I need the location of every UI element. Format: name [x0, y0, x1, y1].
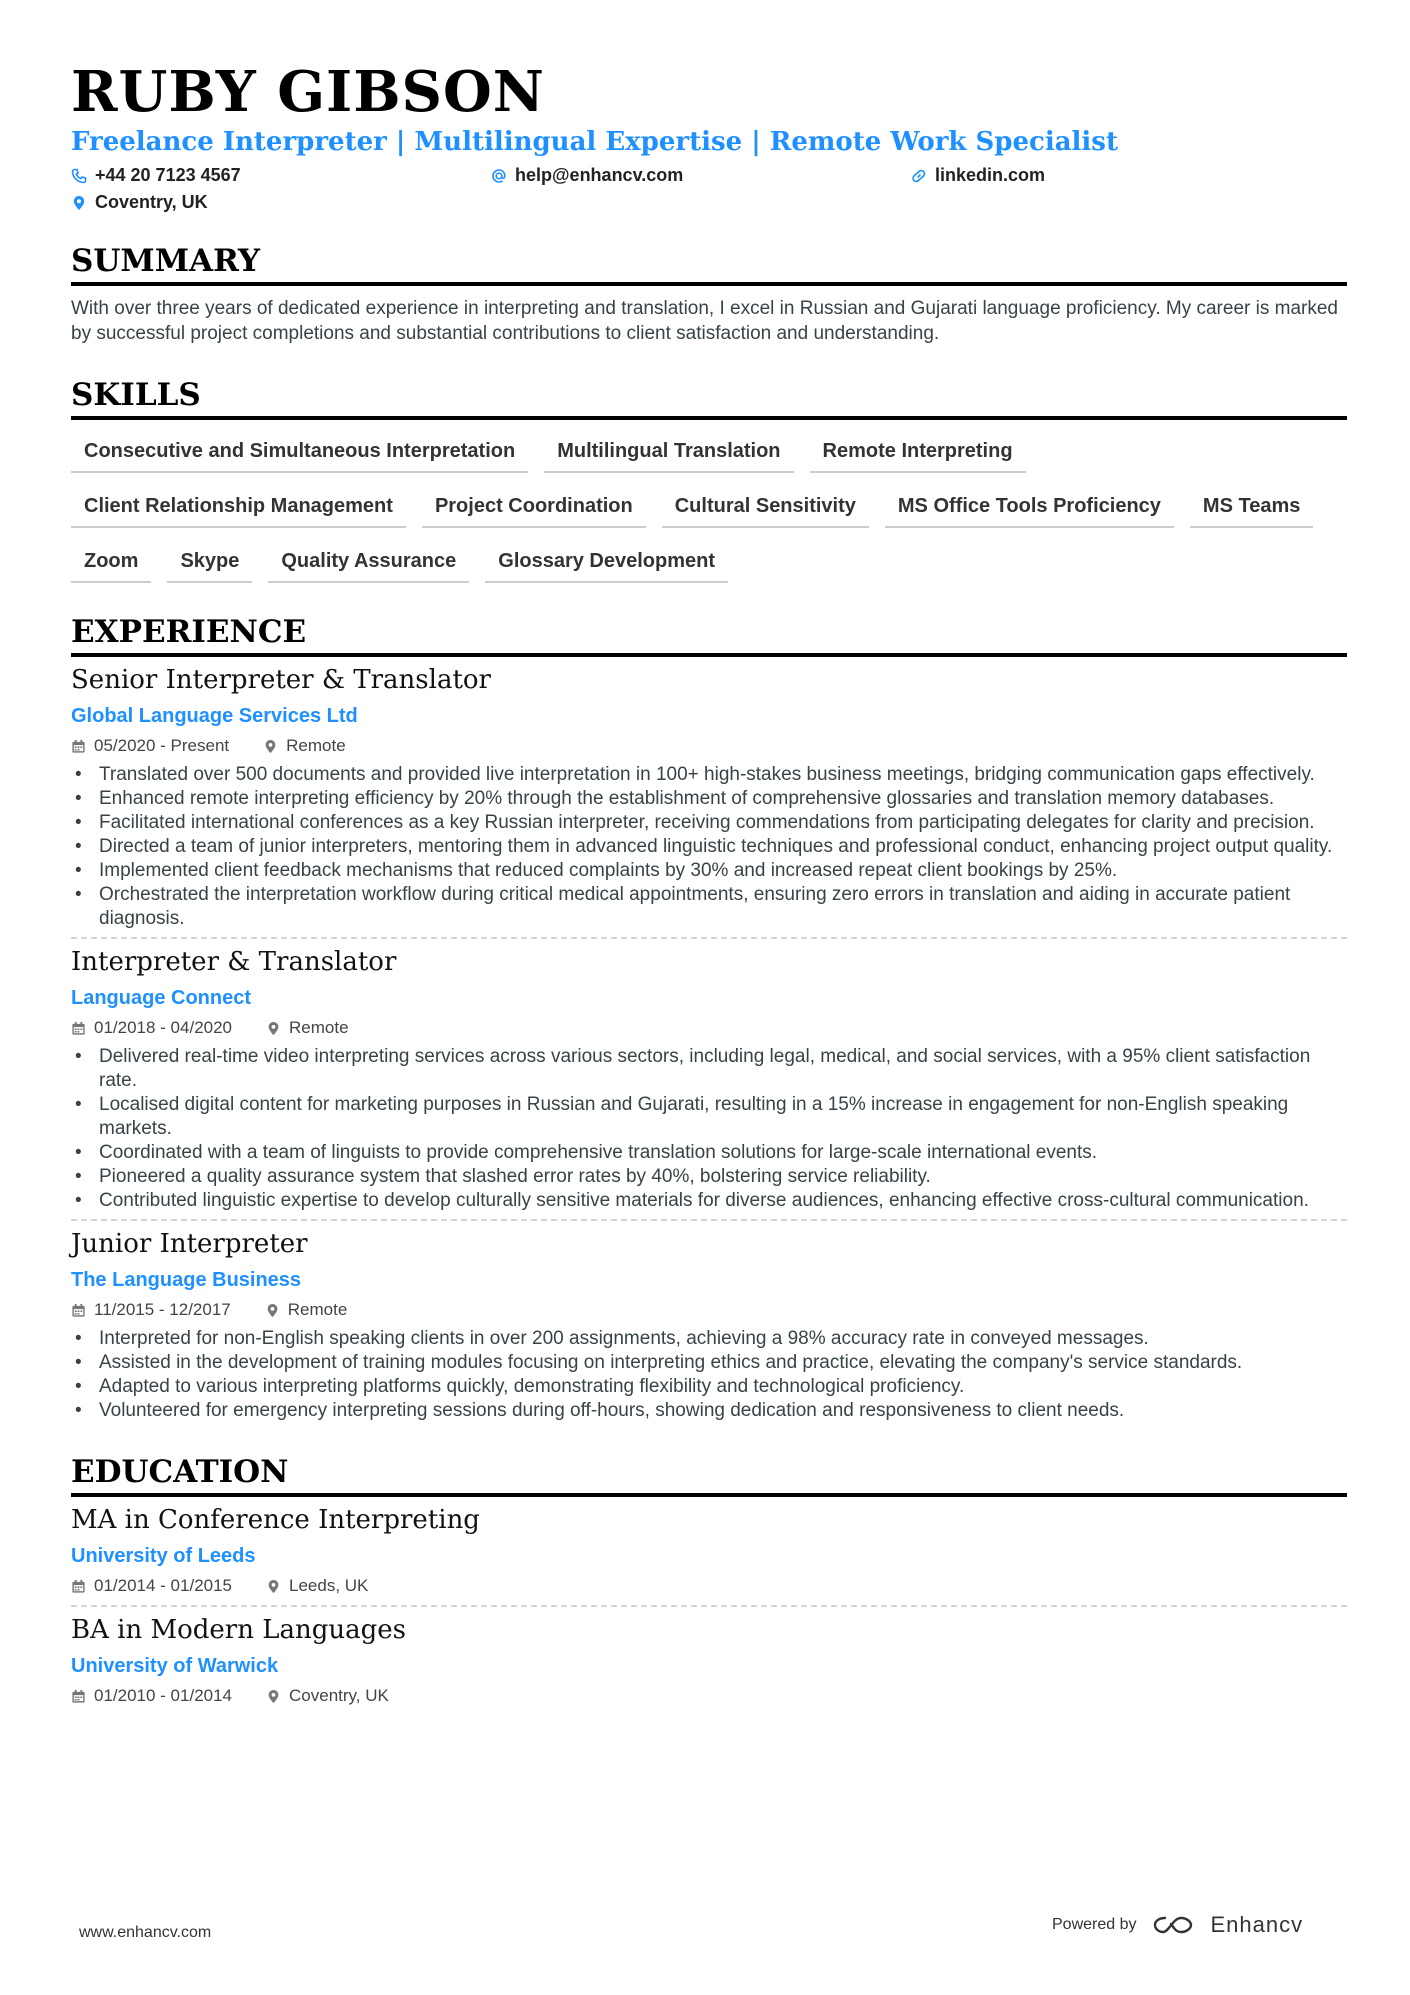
- bullet-item: • Coordinated with a team of linguists to provide comprehensive translation solutions for large-scale international events.: [71, 1141, 1347, 1165]
- education-title: EDUCATION: [71, 1453, 1347, 1497]
- bullet-item: • Translated over 500 documents and provided live interpretation in 100+ high-stakes business meetings, bridging communication gaps effectively.: [71, 763, 1347, 787]
- skills-section: [71, 376, 1347, 583]
- summary-text: With over three years of dedicated experience in interpreting and translation, I excel in Russian and Gujarati language proficiency. My career is marked by successful project completions and substantial contributions to client satisfaction and understanding.: [71, 298, 1338, 344]
- job-location: Remote: [287, 1300, 348, 1319]
- school-name: University of Warwick: [71, 1655, 279, 1677]
- bullet-item: • Directed a team of junior interpreters, mentoring them in advanced linguistic techniques and professional conduct, enhancing project output quality.: [71, 835, 1347, 859]
- job-meta: [71, 1015, 1347, 1041]
- skill-tag: MS Teams: [1190, 491, 1313, 528]
- experience-entry: [71, 663, 1347, 939]
- contact-list: [71, 162, 1347, 216]
- skill-tag: Cultural Sensitivity: [662, 491, 869, 528]
- job-title: Senior Interpreter & Translator: [71, 665, 491, 695]
- entry-divider: [71, 1219, 1347, 1221]
- job-title: Junior Interpreter: [71, 1229, 308, 1259]
- education-location: Coventry, UK: [289, 1686, 389, 1705]
- job-meta: [71, 733, 1347, 759]
- location-pin-icon: [266, 1689, 281, 1704]
- job-dates: 11/2015 - 12/2017: [94, 1300, 231, 1319]
- education-entry: [71, 1613, 1347, 1709]
- job-meta: [71, 1297, 1347, 1323]
- job-bullets: [71, 763, 1347, 931]
- experience-title: EXPERIENCE: [71, 613, 1347, 657]
- at-icon: [491, 168, 507, 184]
- skill-tag: Quality Assurance: [268, 546, 469, 583]
- job-location: Remote: [289, 1018, 349, 1037]
- entry-divider: [71, 1605, 1347, 1607]
- candidate-name: RUBY GIBSON: [71, 59, 545, 125]
- brand-name: Enhancv: [1210, 1912, 1304, 1937]
- contact-phone[interactable]: [71, 162, 491, 189]
- calendar-icon: [71, 1579, 86, 1594]
- bullet-item: • Interpreted for non-English speaking clients in over 200 assignments, achieving a 98% accuracy rate in conveyed messages.: [71, 1327, 1347, 1351]
- skill-tag: Zoom: [71, 546, 151, 583]
- company-name: Global Language Services Ltd: [71, 705, 358, 727]
- bullet-item: • Delivered real-time video interpreting services across various sectors, including legal, medical, and social services, with a 95% client satisfaction rate.: [71, 1045, 1347, 1093]
- headline: Freelance Interpreter | Multilingual Expertise | Remote Work Specialist: [71, 127, 1118, 157]
- job-dates: 01/2018 - 04/2020: [94, 1018, 233, 1037]
- summary-title: SUMMARY: [71, 242, 1347, 286]
- skill-tag: Glossary Development: [485, 546, 728, 583]
- bullet-item: • Implemented client feedback mechanisms that reduced complaints by 30% and increased repeat client bookings by 25%.: [71, 859, 1347, 883]
- degree-title: BA in Modern Languages: [71, 1615, 406, 1645]
- education-dates: 01/2010 - 01/2014: [94, 1686, 233, 1705]
- calendar-icon: [71, 1689, 86, 1704]
- education-meta: [71, 1573, 1347, 1599]
- enhancv-logo-icon: [1151, 1912, 1197, 1938]
- location-text: Coventry, UK: [95, 192, 208, 212]
- job-bullets: [71, 1327, 1347, 1423]
- skill-tag: Remote Interpreting: [810, 436, 1026, 473]
- experience-entry: [71, 945, 1347, 1221]
- calendar-icon: [71, 739, 86, 754]
- powered-by-label: Powered by: [1052, 1916, 1137, 1933]
- bullet-item: • Localised digital content for marketing purposes in Russian and Gujarati, resulting in a 15% increase in engagement for non-English speaking markets.: [71, 1093, 1347, 1141]
- footer-website[interactable]: www.enhancv.com: [79, 1924, 212, 1941]
- skill-tag: Skype: [167, 546, 252, 583]
- bullet-item: • Facilitated international conferences as a key Russian interpreter, receiving commendations from participating delegates for clarity and precision.: [71, 811, 1347, 835]
- resume-header: [71, 60, 1347, 216]
- calendar-icon: [71, 1021, 86, 1036]
- bullet-item: • Volunteered for emergency interpreting sessions during off-hours, showing dedication and responsiveness to client needs.: [71, 1399, 1347, 1423]
- skills-list: [71, 436, 1347, 583]
- company-name: Language Connect: [71, 987, 252, 1009]
- job-bullets: [71, 1045, 1347, 1213]
- contact-location: [71, 189, 491, 216]
- skill-tag: Multilingual Translation: [544, 436, 793, 473]
- bullet-item: • Orchestrated the interpretation workflow during critical medical appointments, ensuring zero errors in translation and aiding in accurate patient diagnosis.: [71, 883, 1347, 931]
- skill-tag: Client Relationship Management: [71, 491, 406, 528]
- contact-email[interactable]: [491, 162, 911, 189]
- education-entry: [71, 1503, 1347, 1607]
- linkedin-text: linkedin.com: [935, 165, 1046, 185]
- education-section: [71, 1453, 1347, 1709]
- skill-tag: MS Office Tools Proficiency: [885, 491, 1174, 528]
- job-location: Remote: [286, 736, 346, 755]
- location-pin-icon: [266, 1021, 281, 1036]
- phone-text: +44 20 7123 4567: [95, 165, 241, 185]
- location-pin-icon: [71, 195, 87, 211]
- contact-linkedin[interactable]: [911, 162, 1331, 189]
- location-pin-icon: [265, 1303, 280, 1318]
- location-pin-icon: [263, 739, 278, 754]
- bullet-item: • Contributed linguistic expertise to develop culturally sensitive materials for diverse audiences, enhancing effective cross-cultural communication.: [71, 1189, 1347, 1213]
- school-name: University of Leeds: [71, 1545, 256, 1567]
- email-text: help@enhancv.com: [515, 165, 684, 185]
- summary-section: [71, 242, 1347, 346]
- job-title: Interpreter & Translator: [71, 947, 397, 977]
- link-icon: [911, 168, 927, 184]
- job-dates: 05/2020 - Present: [94, 736, 230, 755]
- experience-section: [71, 613, 1347, 1423]
- bullet-item: • Adapted to various interpreting platforms quickly, demonstrating flexibility and technological proficiency.: [71, 1375, 1347, 1399]
- entry-divider: [71, 937, 1347, 939]
- phone-icon: [71, 168, 87, 184]
- resume-content: [71, 60, 1347, 1709]
- degree-title: MA in Conference Interpreting: [71, 1505, 480, 1535]
- bullet-item: • Pioneered a quality assurance system that slashed error rates by 40%, bolstering service reliability.: [71, 1165, 1347, 1189]
- bullet-item: • Enhanced remote interpreting efficiency by 20% through the establishment of comprehensive glossaries and translation memory databases.: [71, 787, 1347, 811]
- education-location: Leeds, UK: [289, 1576, 369, 1595]
- skill-tag: Project Coordination: [422, 491, 646, 528]
- company-name: The Language Business: [71, 1269, 302, 1291]
- calendar-icon: [71, 1303, 86, 1318]
- education-meta: [71, 1683, 1347, 1709]
- location-pin-icon: [266, 1579, 281, 1594]
- skills-title: SKILLS: [71, 376, 1347, 420]
- footer-branding: [1052, 1912, 1303, 1938]
- education-dates: 01/2014 - 01/2015: [94, 1576, 233, 1595]
- bullet-item: • Assisted in the development of training modules focusing on interpreting ethics and practice, elevating the company's service standards.: [71, 1351, 1347, 1375]
- experience-entry: [71, 1227, 1347, 1423]
- skill-tag: Consecutive and Simultaneous Interpretation: [71, 436, 528, 473]
